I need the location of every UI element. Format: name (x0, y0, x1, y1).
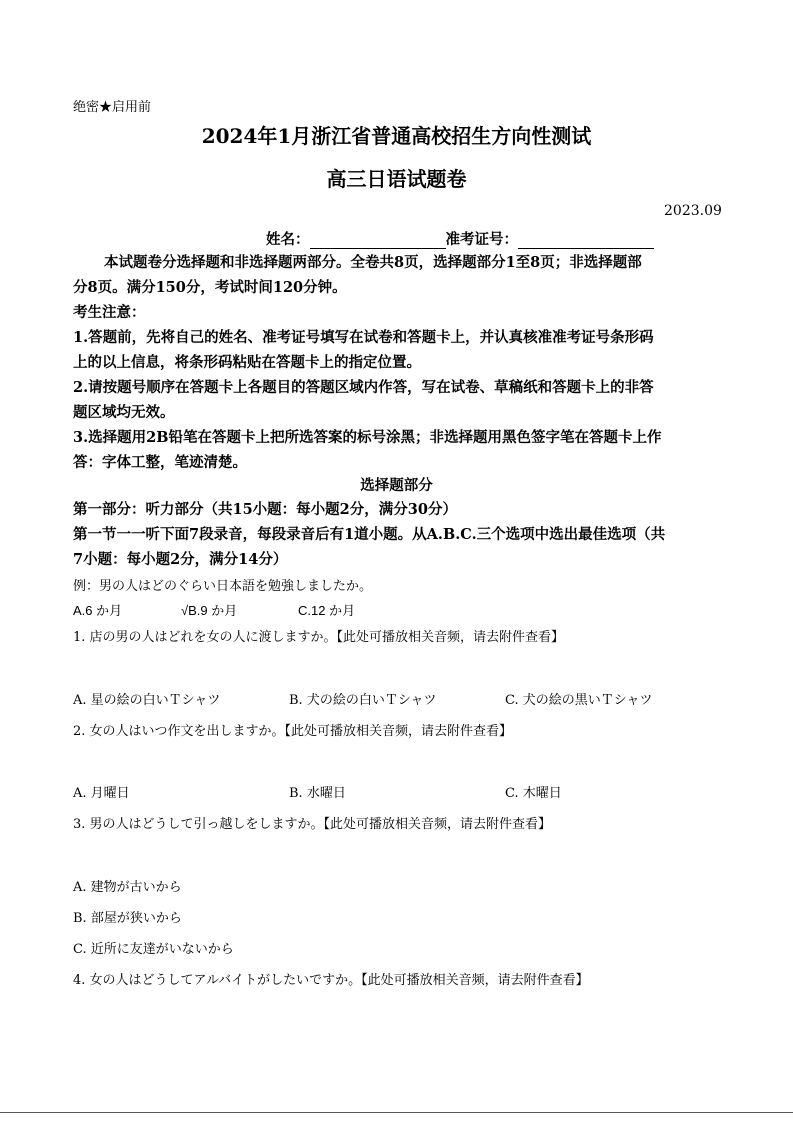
ticket-label: 准考证号： (445, 231, 518, 248)
secret-label: 绝密★启用前 (73, 100, 152, 115)
notice-1-line-1: 1.答题前，先将自己的姓名、准考证号填写在试卷和答题卡上，并认真核准准考证号条形码 (73, 329, 654, 346)
q3-option-c: C. 近所に友達がいないから (73, 942, 234, 957)
q2-option-b: B. 水曜日 (289, 786, 346, 801)
notice-2-line-1: 2.请按题号顺序在答题卡上各题目的答题区域内作答，写在试卷、草稿纸和答题卡上的非答 (73, 379, 654, 396)
section-title: 选择题部分 (360, 477, 433, 494)
q3-option-a: A. 建物が古いから (73, 880, 182, 895)
page-bottom-divider (0, 1112, 793, 1113)
notice-title: 考生注意： (73, 304, 146, 321)
notice-3-line-2: 答：字体工整，笔迹清楚。 (73, 454, 247, 471)
notice-1-line-2: 上的以上信息，将条形码粘贴在答题卡上的指定位置。 (73, 354, 421, 371)
section1-line-1: 第一节一一听下面7段录音，每段录音后有1道小题。从A.B.C.三个选项中选出最佳选项（共 (73, 526, 666, 543)
question-1: 1. 店の男の人はどれを女の人に渡しますか。【此处可播放相关音频，请去附件查看】 (73, 630, 565, 645)
question-2: 2. 女の人はいつ作文を出しますか。【此处可播放相关音频，请去附件查看】 (73, 724, 513, 739)
q3-option-b: B. 部屋が狭いから (73, 911, 182, 926)
question-3: 3. 男の人はどうして引っ越しをしますか。【此处可播放相关音频，请去附件查看】 (73, 817, 552, 832)
exam-subtitle: 高三日语试题卷 (326, 167, 467, 191)
example-question: 例：男の人はどのぐらい日本語を勉強しましたか。 (73, 579, 373, 594)
example-option-b: √B.9 か月 (181, 603, 238, 618)
name-blank[interactable] (310, 232, 446, 249)
q1-option-b: B. 犬の絵の白いＴシャツ (289, 693, 437, 708)
q1-option-c: C. 犬の絵の黒いＴシャツ (505, 693, 653, 708)
example-option-a: A.6 か月 (73, 603, 123, 618)
intro-line-2: 分8页。满分150分，考试时间120分钟。 (73, 279, 347, 296)
exam-title: 2024年1月浙江省普通高校招生方向性测试 (201, 124, 592, 148)
q2-option-a: A. 月曜日 (73, 786, 130, 801)
q1-option-a: A. 星の絵の白いＴシャツ (73, 693, 221, 708)
name-label: 姓名： (266, 231, 310, 248)
q2-option-c: C. 木曜日 (505, 786, 562, 801)
notice-2-line-2: 题区域均无效。 (73, 404, 175, 421)
part1-heading: 第一部分：听力部分（共15小题：每小题2分，满分30分） (73, 501, 457, 518)
intro-line-1: 本试题卷分选择题和非选择题两部分。全卷共8页，选择题部分1至8页；非选择题部 (104, 254, 642, 271)
exam-date: 2023.09 (664, 203, 722, 219)
example-option-c: C.12 か月 (298, 603, 356, 618)
name-row (266, 228, 654, 249)
ticket-blank[interactable] (518, 232, 654, 249)
notice-3-line-1: 3.选择题用2B铅笔在答题卡上把所选答案的标号涂黑；非选择题用黑色签字笔在答题卡上作 (73, 429, 662, 446)
section1-line-2: 7小题：每小题2分，满分14分） (73, 551, 288, 568)
question-4: 4. 女の人はどうしてアルバイトがしたいですか。【此处可播放相关音频，请去附件查看】 (73, 973, 589, 988)
